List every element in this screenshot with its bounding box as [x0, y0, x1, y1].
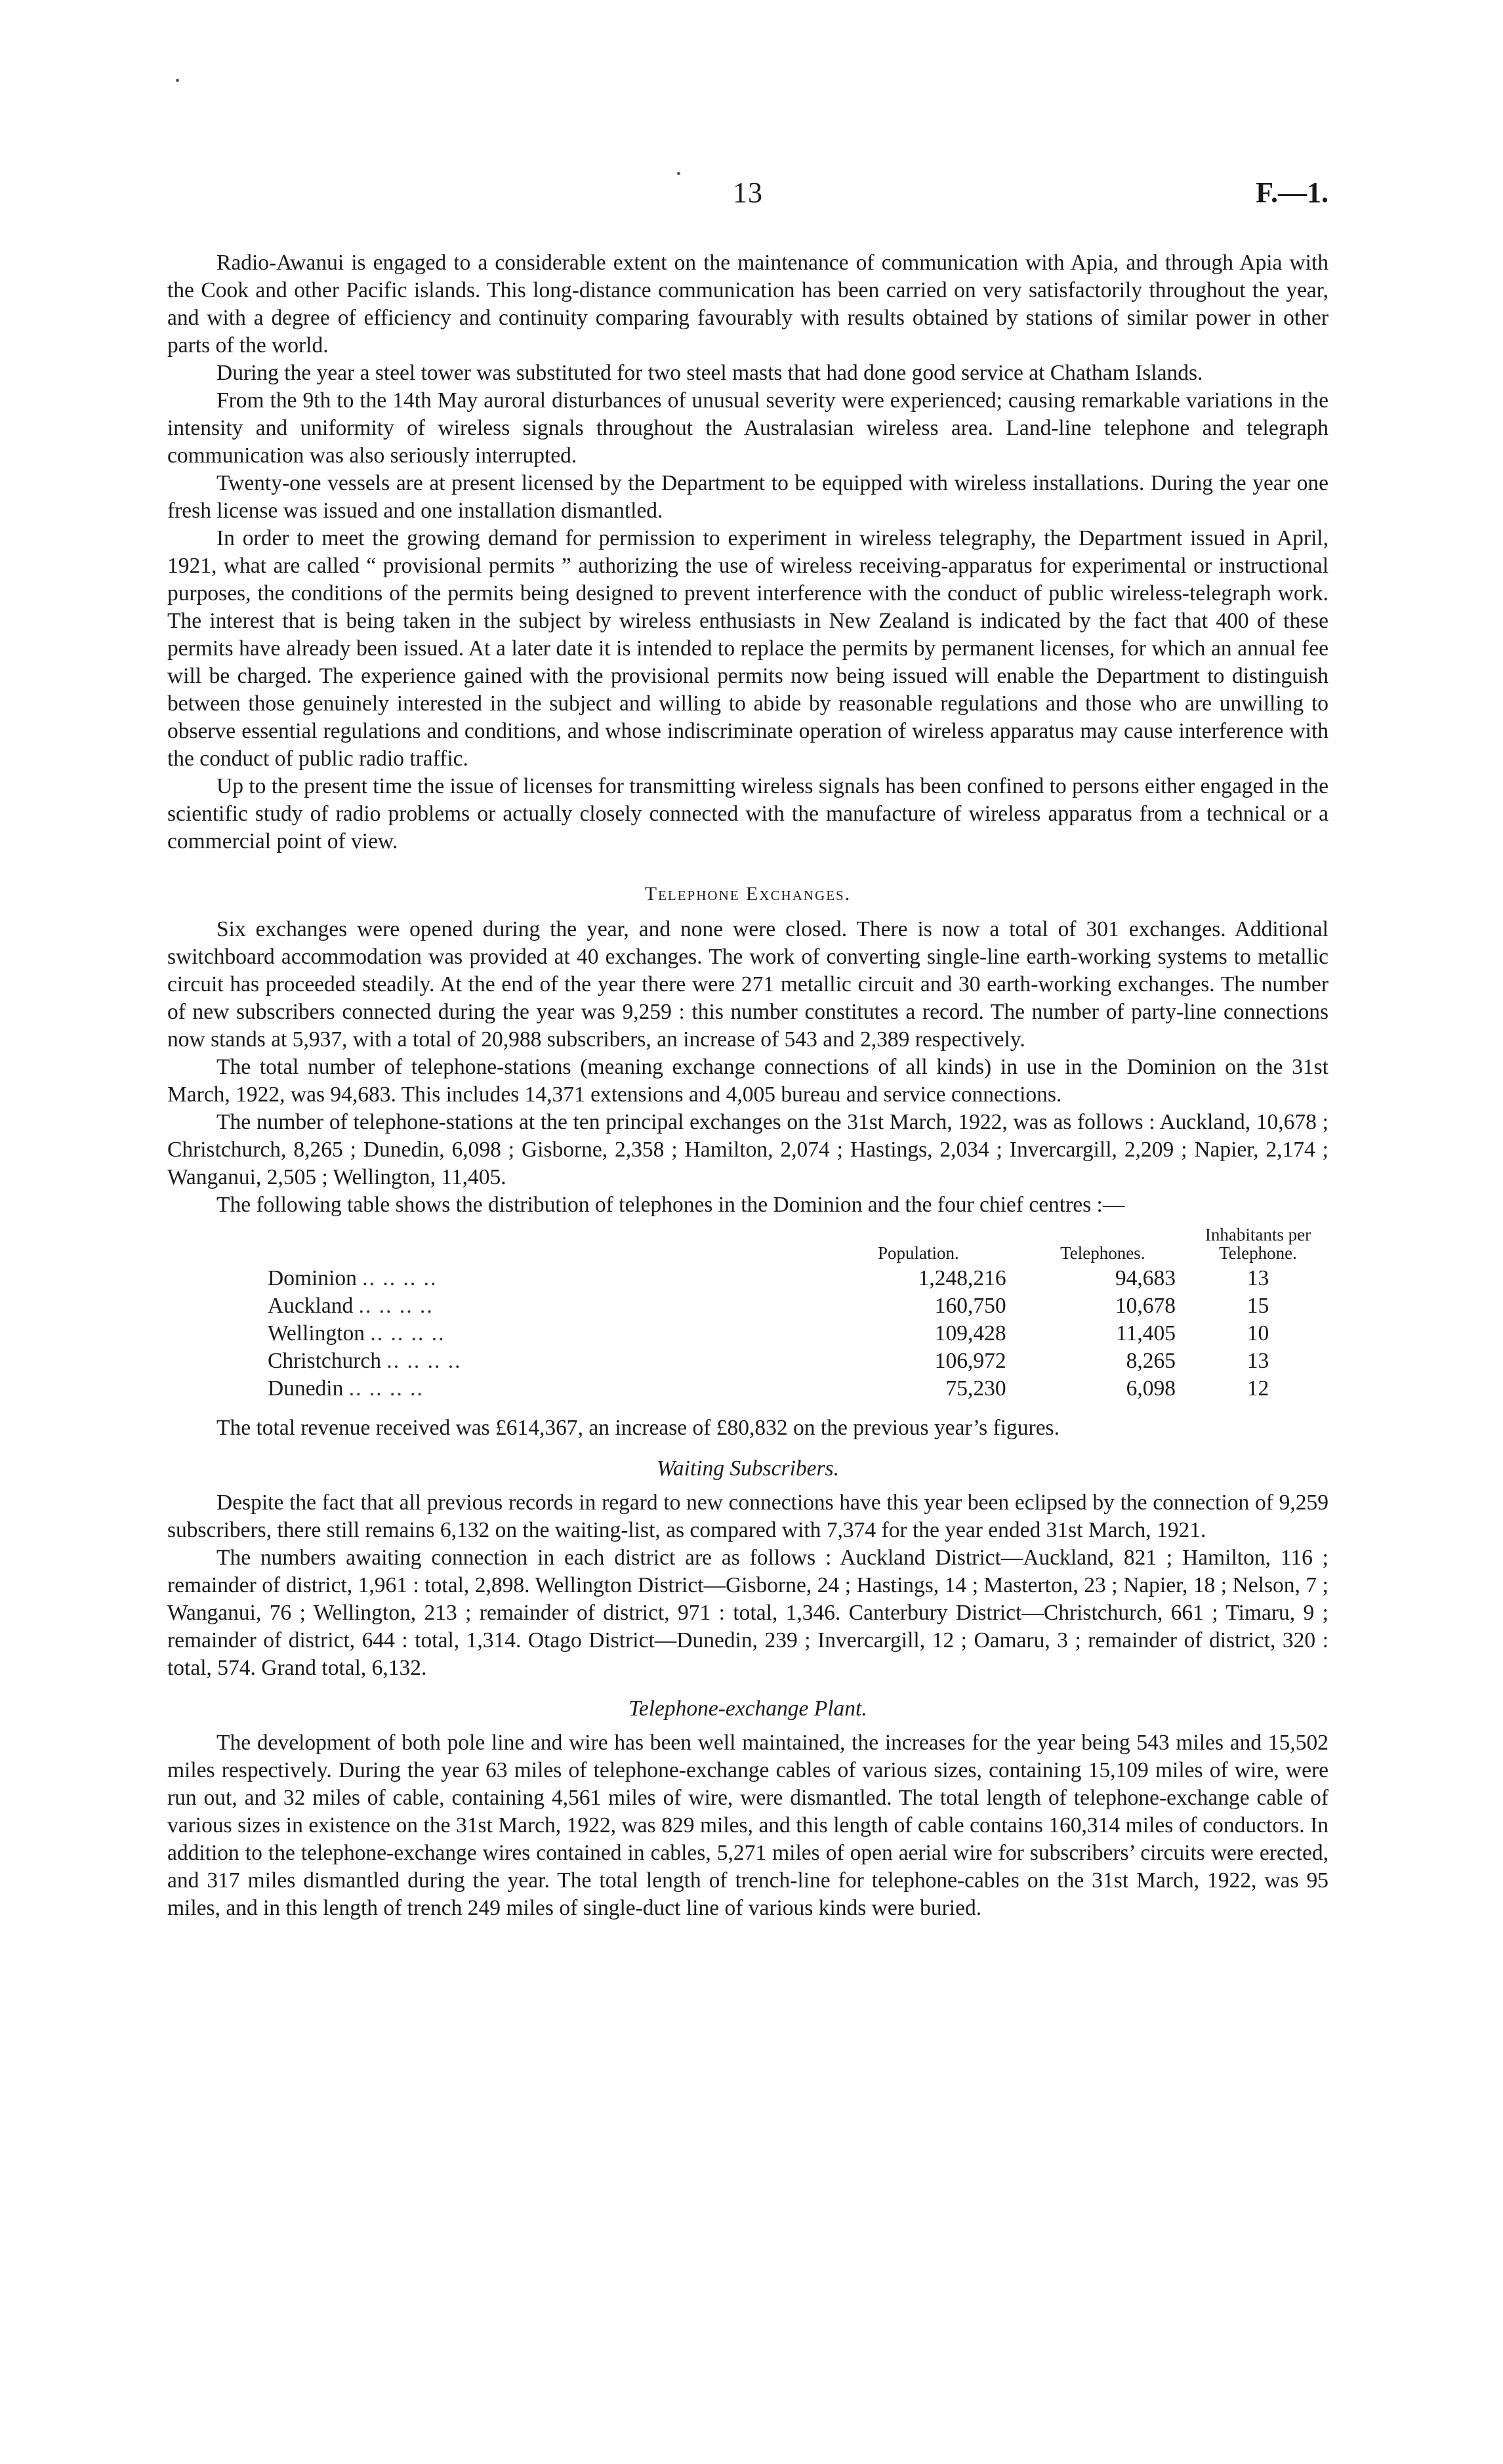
leader-dots: .. .. .. ..: [358, 1294, 434, 1318]
scan-speck: [677, 172, 680, 175]
table-row: [167, 1292, 1328, 1320]
paragraph: The development of both pole line and wire has been well maintained, the increases for the year being 543 miles and 15,502 miles respectively. During the year 63 miles of telephone-exchange cables of various sizes, containing 15,109 miles of wire, were run out, and 32 miles of cable, containing 4,561 miles of wire, were dismantled. The total length of telephone-exchange cable of various sizes in existence on the 31st March, 1922, was 829 miles, and this length of cable contains 160,314 miles of conductors. In addition to the telephone-exchange wires contained in cables, 5,271 miles of open aerial wire for subscribers’ circuits were erected, and 317 miles dismantled during the year. The total length of trench-line for telephone-cables on the 31st March, 1922, was 95 miles, and in this length of trench 249 miles of single-duct line of various kinds were buried.: [167, 1731, 1328, 1920]
inhabitants-cell: 12: [1246, 1376, 1269, 1401]
population-cell: 106,972: [934, 1349, 1006, 1373]
centre-name: Auckland: [268, 1294, 354, 1318]
column-header-telephones: Telephones.: [1060, 1243, 1145, 1263]
section-heading-telephone-exchanges: Telephone Exchanges.: [644, 883, 852, 905]
paragraph: The numbers awaiting connection in each district are as follows : Auckland District—Auckland, 821 ; Hamilton, 116 ; remainder of district, 1,961 : total, 2,898. Wellington District—Gisborne, 24 ; Hastings, 14 ; Masterton, 23 ; Napier, 18 ; Nelson, 7 ; Wanganui, 76 ; Wellington, 213 ; remainder of district, 971 : total, 1,346. Canterbury District—Christchurch, 661 ; Timaru, 9 ; remainder of district, 644 : total, 1,314. Otago District—Dunedin, 239 ; Invercargill, 12 ; Oamaru, 3 ; remainder of district, 320 : total, 574. Grand total, 6,132.: [167, 1546, 1328, 1680]
population-cell: 75,230: [945, 1376, 1006, 1401]
telephone-distribution-table: [167, 1225, 1328, 1403]
centre-name: Wellington: [268, 1321, 365, 1345]
paragraph: In order to meet the growing demand for permission to experiment in wireless telegraphy, the Department issued in April, 1921, what are called “ provisional permits ” authorizing the use of wireless receiving-apparatus for experimental or instructional purposes, the conditions of the permits being designed to prevent interference with the conduct of public wireless-telegraph work. The interest that is being taken in the subject by wireless enthusiasts in New Zealand is indicated by the fact that 400 of these permits have already been issued. At a later date it is intended to replace the permits by permanent licenses, for which an annual fee will be charged. The experience gained with the provisional permits now being issued will enable the Department to distinguish between those genuinely interested in the subject and willing to abide by reasonable regulations and those who are unwilling to observe essential regulations and conditions, and whose indiscriminate operation of wireless apparatus may cause interference with the conduct of public radio traffic.: [167, 526, 1328, 771]
row-centre-cell: [167, 1320, 819, 1347]
section-heading-exchange-plant: Telephone-exchange Plant.: [628, 1696, 867, 1721]
table-header-row: [167, 1225, 1328, 1265]
paragraph: The total revenue received was £614,367, an increase of £80,832 on the previous year’s figures.: [216, 1416, 1060, 1440]
population-cell: 160,750: [934, 1294, 1006, 1318]
column-header-population: Population.: [877, 1243, 959, 1263]
paragraph: During the year a steel tower was substituted for two steel masts that had done good service at Chatham Islands.: [216, 361, 1203, 385]
telephones-cell: 11,405: [1116, 1321, 1176, 1345]
body-text: [167, 249, 1328, 1922]
inhabitants-cell: 10: [1246, 1321, 1269, 1345]
paragraph: Twenty-one vessels are at present licensed by the Department to be equipped with wireless installations. During the year one fresh license was issued and one installation dismantled.: [167, 471, 1328, 523]
table-row: [167, 1320, 1328, 1347]
section-heading-waiting-subscribers: Waiting Subscribers.: [657, 1456, 839, 1481]
paragraph: The following table shows the distribution of telephones in the Dominion and the four chief centres :—: [216, 1193, 1125, 1217]
inhabitants-cell: 13: [1246, 1349, 1269, 1373]
row-centre-cell: [167, 1375, 819, 1403]
paragraph: The total number of telephone-stations (meaning exchange connections of all kinds) in use in the Dominion on the 31st March, 1922, was 94,683. This includes 14,371 extensions and 4,005 bureau and service connections.: [167, 1055, 1328, 1107]
column-header-inhabitants: Inhabitants per Telephone.: [1204, 1225, 1311, 1263]
telephones-cell: 6,098: [1126, 1376, 1176, 1401]
inhabitants-cell: 13: [1246, 1266, 1269, 1290]
paragraph: From the 9th to the 14th May auroral disturbances of unusual severity were experienced; causing remarkable variations in the intensity and uniformity of wireless signals throughout the Australasian wireless area. Land-line telephone and telegraph communication was also seriously interrupted.: [167, 388, 1328, 468]
document-reference: F.—1.: [1256, 176, 1328, 209]
centre-name: Dominion: [268, 1266, 357, 1290]
row-centre-cell: [167, 1292, 819, 1320]
population-cell: 1,248,216: [918, 1266, 1006, 1290]
population-cell: 109,428: [934, 1321, 1006, 1345]
centre-name: Dunedin: [268, 1376, 344, 1401]
paragraph: Despite the fact that all previous records in regard to new connections have this year been eclipsed by the connection of 9,259 subscribers, there still remains 6,132 on the waiting-list, as compared with 7,374 for the year ended 31st March, 1921.: [167, 1490, 1328, 1542]
inhabitants-cell: 15: [1246, 1294, 1269, 1318]
paragraph: The number of telephone-stations at the ten principal exchanges on the 31st March, 1922, was as follows : Auckland, 10,678 ; Christchurch, 8,265 ; Dunedin, 6,098 ; Gisborne, 2,358 ; Hamilton, 2,074 ; Hastings, 2,034 ; Invercargill, 2,209 ; Napier, 2,174 ; Wanganui, 2,505 ; Wellington, 11,405.: [167, 1110, 1328, 1189]
leader-dots: .. .. .. ..: [362, 1266, 438, 1290]
telephones-cell: 94,683: [1115, 1266, 1176, 1290]
page-number: 13: [733, 176, 763, 209]
scan-speck: [176, 79, 179, 82]
column-header-centre: [167, 1225, 819, 1265]
leader-dots: .. .. .. ..: [386, 1349, 462, 1373]
paragraph: Radio-Awanui is engaged to a considerable extent on the maintenance of communication with Apia, and through Apia with the Cook and other Pacific islands. This long-distance communication has been carried on very satisfactorily throughout the year, and with a degree of efficiency and continuity comparing favourably with results obtained by stations of similar power in other parts of the world.: [167, 251, 1328, 358]
table-row: [167, 1375, 1328, 1403]
leader-dots: .. .. .. ..: [348, 1376, 424, 1401]
row-centre-cell: [167, 1347, 819, 1375]
paragraph: Six exchanges were opened during the year, and none were closed. There is now a total of 301 exchanges. Additional switchboard accommodation was provided at 40 exchanges. The work of converting single-line earth-working systems to metallic circuit has proceeded steadily. At the end of the year there were 271 metallic circuit and 30 earth-working exchanges. The number of new subscribers connected during the year was 9,259 : this number constitutes a record. The number of party-line connections now stands at 5,937, with a total of 20,988 subscribers, an increase of 543 and 2,389 respectively.: [167, 917, 1328, 1052]
table-row: [167, 1265, 1328, 1292]
paragraph: Up to the present time the issue of licenses for transmitting wireless signals has been confined to persons either engaged in the scientific study of radio problems or actually closely connected with the manufacture of wireless apparatus from a technical or a commercial point of view.: [167, 774, 1328, 853]
table-row: [167, 1347, 1328, 1375]
telephones-cell: 8,265: [1126, 1349, 1176, 1373]
centre-name: Christchurch: [268, 1349, 382, 1373]
telephones-cell: 10,678: [1115, 1294, 1176, 1318]
page-header: [167, 176, 1328, 215]
row-centre-cell: [167, 1265, 819, 1292]
leader-dots: .. .. .. ..: [370, 1321, 445, 1345]
